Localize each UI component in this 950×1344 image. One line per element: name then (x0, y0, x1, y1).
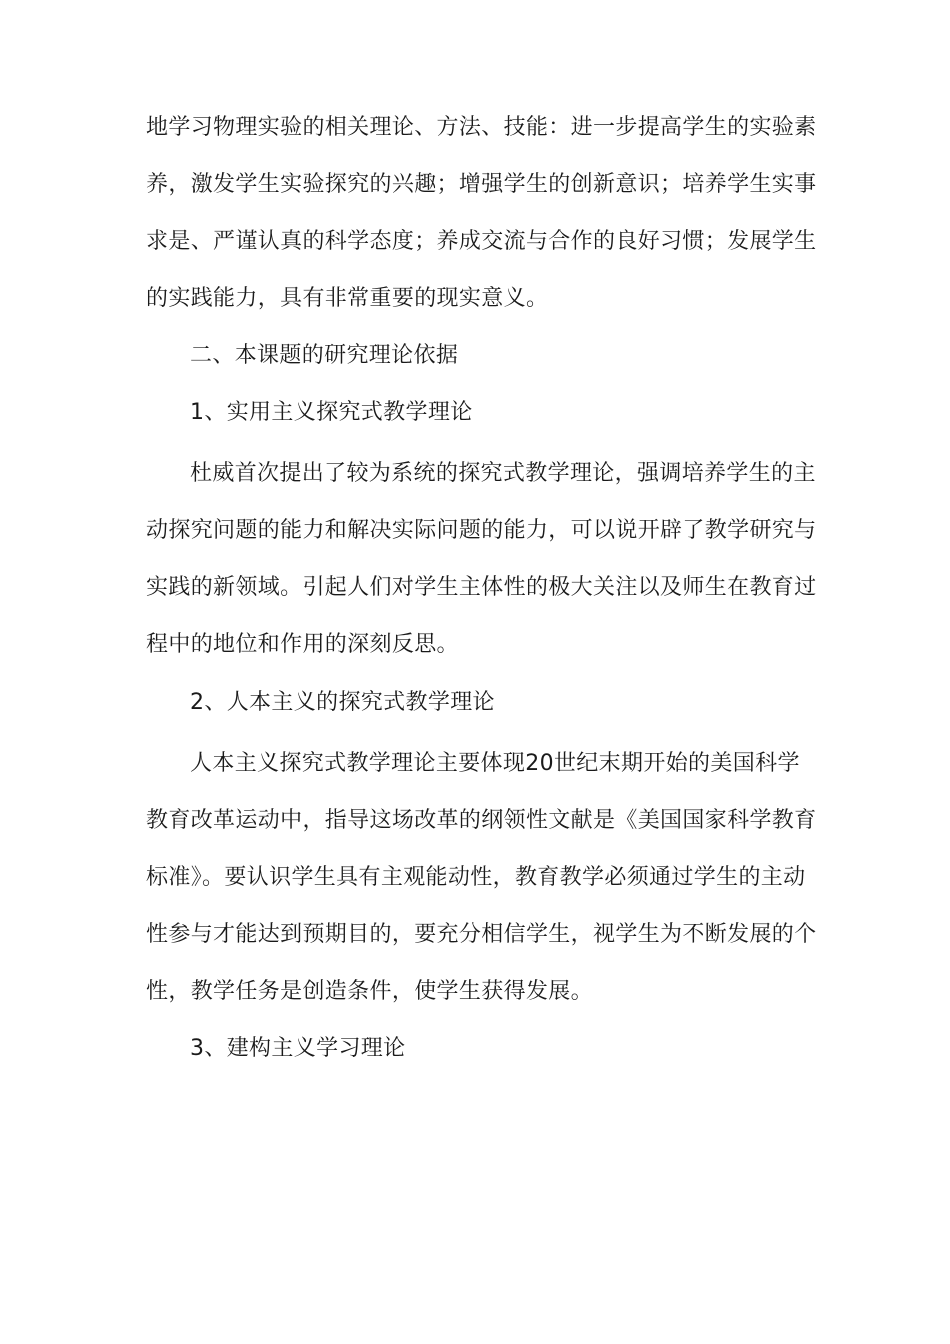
paragraph-line: 标准》。要认识学生具有主观能动性，教育教学必须通过学生的主动 (146, 865, 806, 890)
paragraph-line: 程中的地位和作用的深刻反思。 (146, 632, 459, 657)
paragraph-line: 杜威首次提出了较为系统的探究式教学理论，强调培养学生的主 (190, 461, 816, 486)
paragraph-line: 性，教学任务是创造条件，使学生获得发展。 (146, 979, 594, 1004)
paragraph-line: 的实践能力，具有非常重要的现实意义。 (146, 286, 549, 311)
paragraph-line: 动探究问题的能力和解决实际问题的能力，可以说开辟了教学研究与 (146, 518, 817, 543)
subsection-heading: 3、建构主义学习理论 (190, 1036, 406, 1061)
paragraph-line: 性参与才能达到预期目的，要充分相信学生，视学生为不断发展的个 (146, 922, 817, 947)
paragraph-line: 人本主义探究式教学理论主要体现20世纪末期开始的美国科学 (190, 751, 800, 776)
subsection-heading: 1、实用主义探究式教学理论 (190, 400, 473, 425)
paragraph-line: 养，激发学生实验探究的兴趣；增强学生的创新意识；培养学生实事 (146, 172, 817, 197)
paragraph-line: 教育改革运动中，指导这场改革的纲领性文献是《美国国家科学教育 (146, 808, 817, 833)
paragraph-line: 地学习物理实验的相关理论、方法、技能：进一步提高学生的实验素 (146, 115, 817, 140)
subsection-heading: 2、人本主义的探究式教学理论 (190, 690, 495, 715)
section-heading: 二、本课题的研究理论依据 (190, 343, 459, 368)
paragraph-line: 求是、严谨认真的科学态度；养成交流与合作的良好习惯；发展学生 (146, 229, 817, 254)
paragraph-line: 实践的新领域。引起人们对学生主体性的极大关注以及师生在教育过 (146, 575, 817, 600)
